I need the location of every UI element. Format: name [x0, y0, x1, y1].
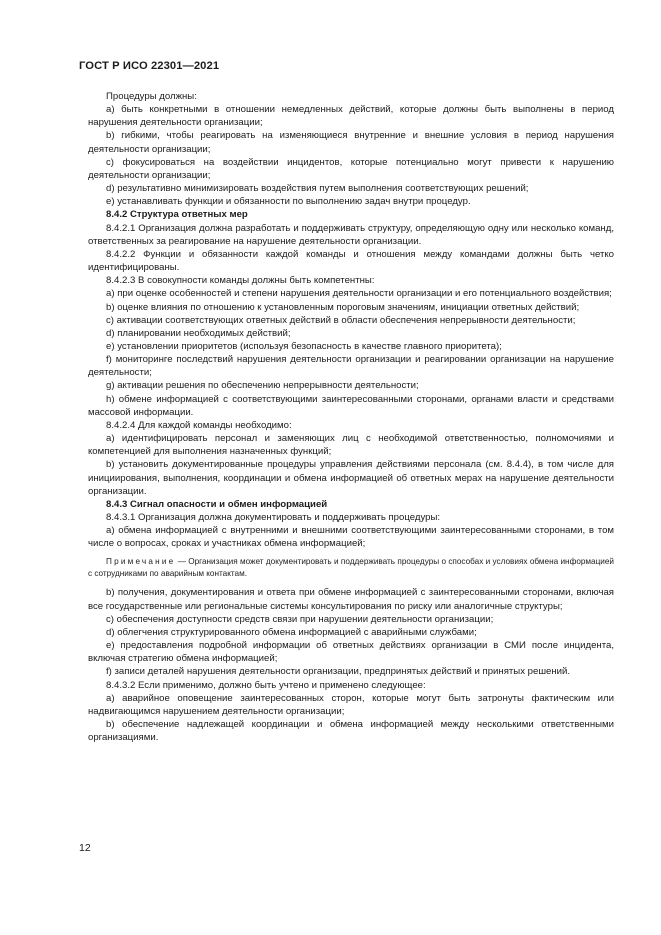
paragraph: Процедуры должны:: [106, 91, 197, 102]
section-heading: 8.4.3 Сигнал опасности и обмен информацией: [106, 498, 328, 510]
list-item: g) активации решения по обеспечению непрерывности деятельности;: [106, 380, 419, 392]
list-item: e) установлении приоритетов (используя безопасность в качестве главного приоритета);: [106, 340, 502, 352]
list-item: a) обмена информацией с внутренними и внешними соответствующими заинтересованными сторонами, в том числе о вопросах, сроках и участниках обмена информацией;: [88, 525, 614, 550]
list-item: b) установить документированные процедуры управления действиями персонала (см. 8.4.4), в том числе для инициирования, выполнения, координации и обмена информацией об ответных мерах на нарушение деятельности организации.: [88, 459, 614, 497]
page-number: 12: [79, 842, 91, 854]
list-item: a) при оценке особенностей и степени нарушения деятельности организации и его потенциального воздействия;: [106, 288, 612, 300]
paragraph: 8.4.3.1 Организация должна документировать и поддерживать процедуры:: [106, 512, 441, 523]
list-item: f) мониторинге последствий нарушения деятельности организации и реагировании организации на нарушение деятельности;: [88, 354, 614, 379]
list-item: h) обмене информацией с соответствующими заинтересованными сторонами, органами власти и средствами массовой информации.: [88, 393, 614, 418]
list-item: a) идентифицировать персонал и заменяющих лиц с необходимой ответственностью, полномочиями и компетенцией для выполнения назначенных функций;: [88, 433, 614, 458]
list-item: e) предоставления подробной информации об ответных действиях организации в СМИ после инцидента, включая стратегию обмена информацией;: [88, 640, 614, 665]
list-item: d) облегчения структурированного обмена информацией с аварийными службами;: [106, 626, 477, 638]
paragraph: 8.4.3.2 Если применимо, должно быть учтено и применено следующее:: [106, 679, 426, 691]
note-text: — Организация может документировать и поддерживать процедуры о способах и условиях обмена информацией с сотрудниками по аварийным контактам.: [88, 557, 614, 579]
list-item: c) обеспечения доступности средств связи при нарушении деятельности организации;: [106, 613, 494, 625]
paragraph: 8.4.2.4 Для каждой команды необходимо:: [106, 419, 292, 431]
list-item: c) активации соответствующих ответных действий в области обеспечения непрерывности деятельности;: [106, 314, 576, 326]
paragraph: 8.4.2.1 Организация должна разработать и поддерживать структуру, определяющую одну или несколько команд, ответственных за реагирование на нарушение деятельности организации.: [88, 222, 614, 247]
list-item: e) устанавливать функции и обязанности по выполнению задач внутри процедур.: [106, 196, 471, 208]
list-item: d) результативно минимизировать воздействия путем выполнения соответствующих решений;: [106, 183, 529, 195]
list-item: d) планировании необходимых действий;: [106, 327, 291, 339]
list-item: b) гибкими, чтобы реагировать на изменяющиеся внутренние и внешние условия в период нарушения деятельности организации;: [88, 130, 614, 155]
note: [88, 556, 614, 580]
document-header: ГОСТ Р ИСО 22301—2021: [79, 60, 220, 72]
paragraph: 8.4.2.2 Функции и обязанности каждой команды и отношения между командами должны быть четко идентифицированы.: [88, 248, 614, 274]
list-item: b) оценке влияния по отношению к установленным пороговым значениям, инициации ответных действий;: [106, 301, 580, 313]
section-heading: 8.4.2 Структура ответных мер: [106, 209, 248, 221]
paragraph: 8.4.2.3 В совокупности команды должны быть компетентны:: [106, 275, 375, 287]
list-item: f) записи деталей нарушения деятельности организации, предпринятых действий и принятых решений.: [106, 666, 571, 678]
page-body: [88, 90, 614, 744]
list-item: b) получения, документирования и ответа при обмене информацией с заинтересованными сторонами, включая все государственные или региональные системы консультирования по риску или аналогичные структуры;: [88, 587, 614, 612]
list-item: b) обеспечение надлежащей координации и обмена информацией между несколькими ответственными организациями.: [88, 719, 614, 744]
list-item: a) аварийное оповещение заинтересованных сторон, которые могут быть затронуты фактическим или надвигающимся нарушением деятельности организации;: [88, 692, 614, 717]
note-label: Примечание: [106, 557, 176, 567]
list-item: c) фокусироваться на воздействии инцидентов, которые потенциально могут привести к нарушению деятельности организации;: [88, 156, 614, 181]
list-item: a) быть конкретными в отношении немедленных действий, которые должны быть выполнены в период нарушения деятельности организации;: [88, 104, 614, 129]
